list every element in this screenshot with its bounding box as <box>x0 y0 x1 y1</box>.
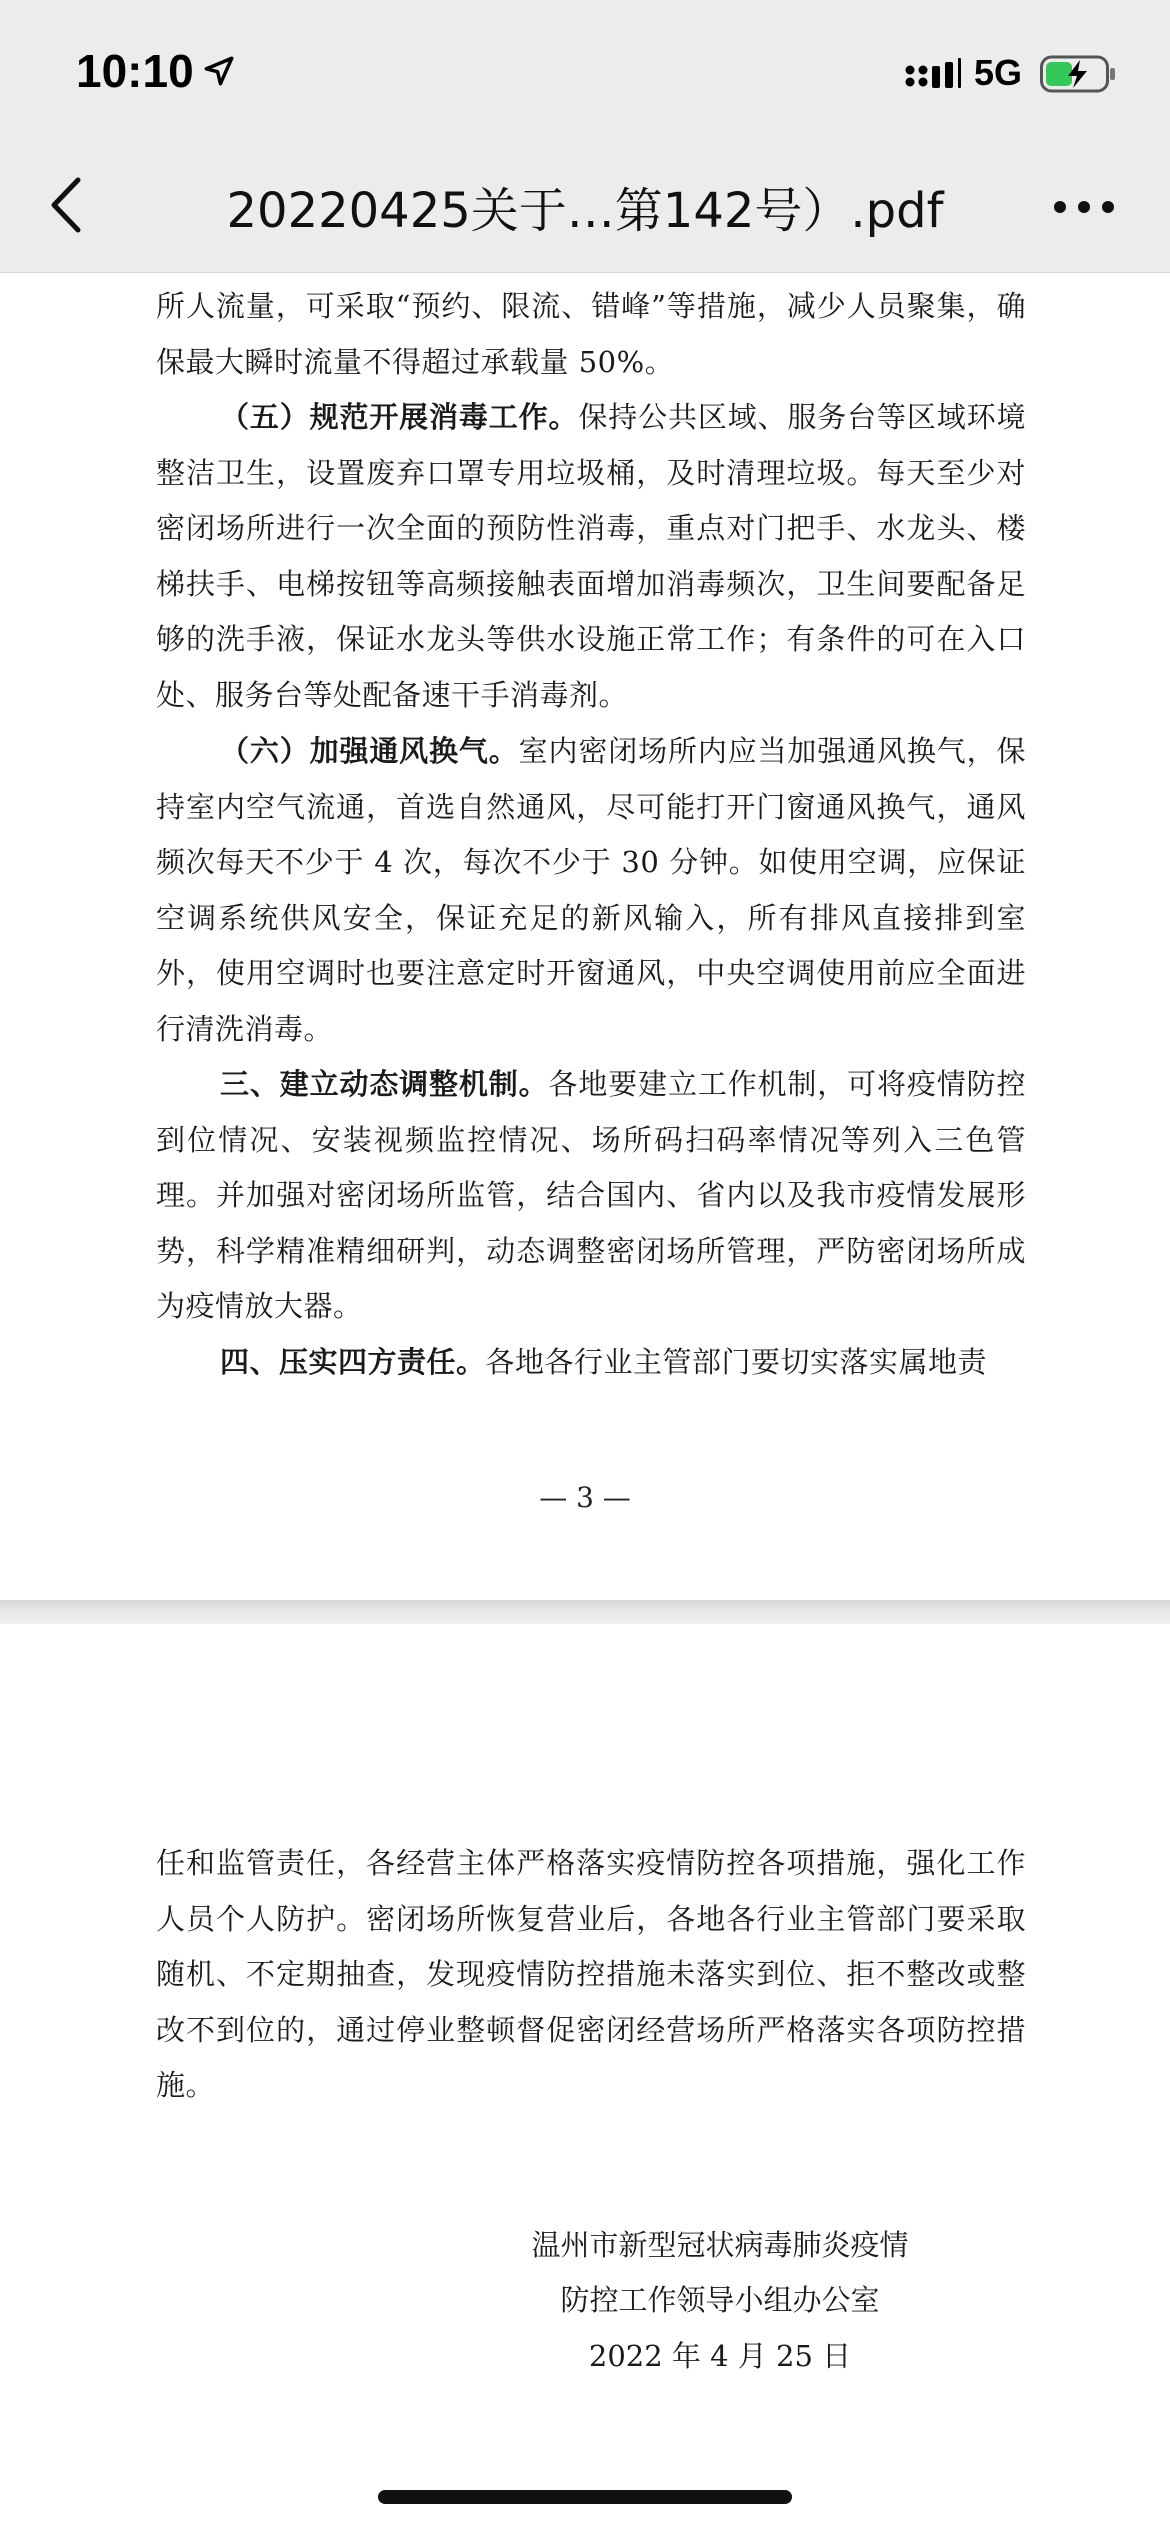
paragraph-item-6: （六）加强通风换气。室内密闭场所内应当加强通风换气，保持室内空气流通，首选自然通风，尽可能打开门窗通风换气，通风频次每天不少于 4 次，每次不少于 30 分钟。如使用空调，应保证空调系统供风安全，保证充足的新风输入，所有排风直接排到室外，使用空调时也要注意定时开窗通风，中央空调使用前应全面进行清洗消毒。 <box>156 734 1026 1046</box>
paragraph-item-5: （五）规范开展消毒工作。保持公共区域、服务台等区域环境整洁卫生，设置废弃口罩专用垃圾桶，及时清理垃圾。每天至少对密闭场所进行一次全面的预防性消毒，重点对门把手、水龙头、楼梯扶手、电梯按钮等高频接触表面增加消毒频次，卫生间要配备足够的洗手液，保证水龙头等供水设施正常工作；有条件的可在入口处、服务台等处配备速干手消毒剂。 <box>156 400 1026 712</box>
pdf-viewer[interactable] <box>0 273 1170 2532</box>
home-indicator[interactable] <box>378 2490 792 2504</box>
more-dots-icon[interactable] <box>1052 192 1116 222</box>
back-button[interactable] <box>42 170 92 240</box>
top-bar <box>0 0 1170 273</box>
section-3-heading: 三、建立动态调整机制。 <box>220 1067 549 1101</box>
signature-org-line2: 防控工作领导小组办公室 <box>560 2283 880 2317</box>
network-label: 5G <box>974 52 1023 93</box>
paragraph-section-4: 四、压实四方责任。各地各行业主管部门要切实落实属地责 <box>220 1345 988 1379</box>
signature-date: 2022 年 4 月 25 日 <box>588 2339 852 2373</box>
paragraph-page4-continuation: 任和监管责任，各经营主体严格落实疫情防控各项措施，强化工作人员个人防护。密闭场所恢复营业后，各地各行业主管部门要采取随机、不定期抽查，发现疫情防控措施未落实到位、拒不整改或整改不到位的，通过停业整顿督促密闭经营场所严格落实各项防控措施。 <box>156 1846 1026 2102</box>
paragraph-section-3: 三、建立动态调整机制。各地要建立工作机制，可将疫情防控到位情况、安装视频监控情况、场所码扫码率情况等列入三色管理。并加强对密闭场所监管，结合国内、省内以及我市疫情发展形势，科学精准精细研判，动态调整密闭场所管理，严防密闭场所成为疫情放大器。 <box>156 1067 1026 1323</box>
page-separator <box>0 1600 1170 1624</box>
status-time: 10:10 <box>76 45 194 97</box>
section-4-heading: 四、压实四方责任。 <box>220 1345 486 1379</box>
signature-org-line1: 温州市新型冠状病毒肺炎疫情 <box>531 2228 909 2262</box>
document-title: 20220425关于…第142号）.pdf <box>226 183 944 239</box>
page-number: — 3 — <box>539 1481 631 1514</box>
location-arrow-icon <box>202 54 236 88</box>
cellular-signal-icon <box>905 58 961 92</box>
item-5-heading: （五）规范开展消毒工作。 <box>220 400 579 434</box>
item-6-heading: （六）加强通风换气。 <box>220 734 519 768</box>
paragraph-continuation: 所人流量，可采取“预约、限流、错峰”等措施，减少人员聚集，确保最大瞬时流量不得超过承载量 50%。 <box>156 289 1026 379</box>
battery-charging-icon <box>1040 54 1118 94</box>
